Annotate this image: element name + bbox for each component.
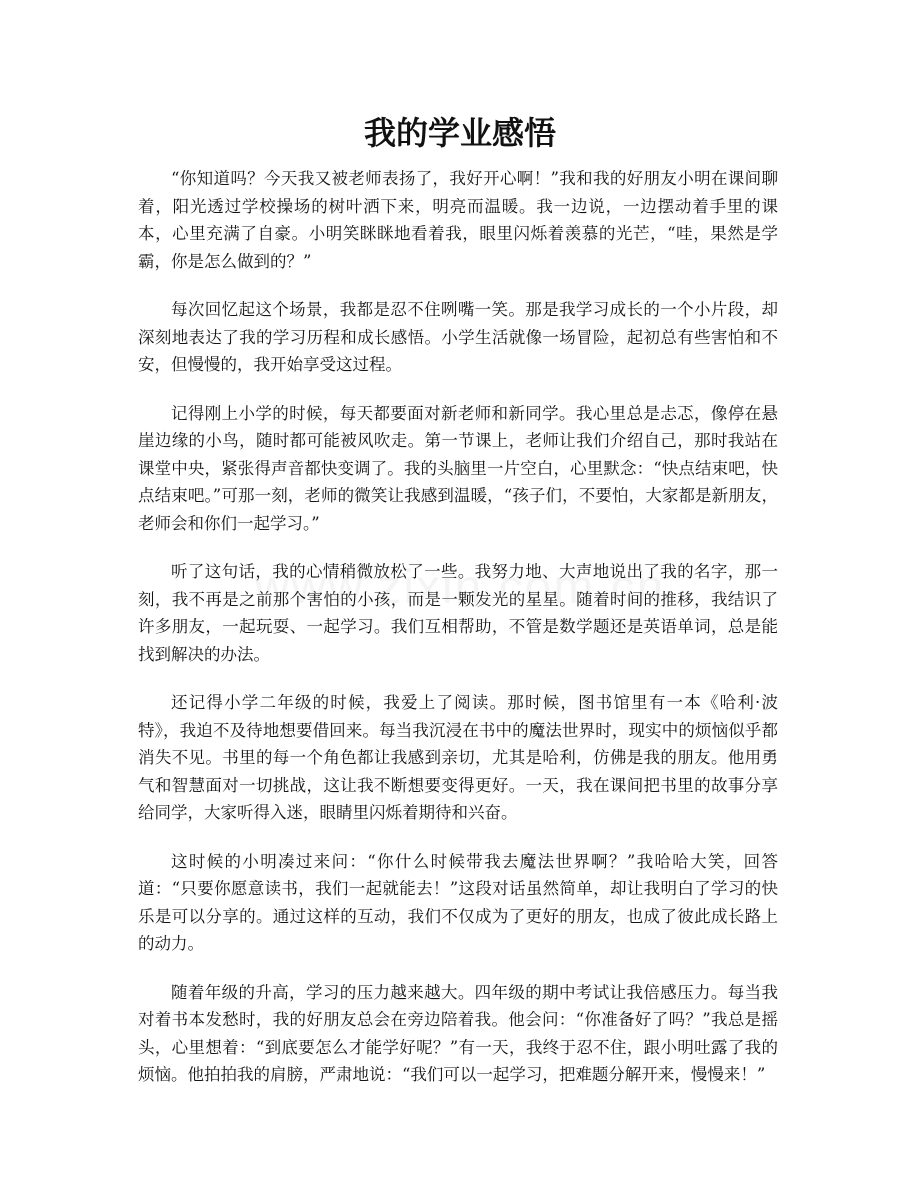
paragraph: “你知道吗？今天我又被老师表扬了，我好开心啊！”我和我的好朋友小明在课间聊着，阳光透过学校操场的树叶洒下来，明亮而温暖。我一边说，一边摆动着手里的课本，心里充满了自豪。小明笑眯眯地看着我，眼里闪烁着羡慕的光芒，“哇，果然是学霸，你是怎么做到的？” — [138, 169, 778, 271]
document-body — [138, 165, 778, 1110]
paragraph: 记得刚上小学的时候，每天都要面对新老师和新同学。我心里总是忐忑，像停在悬崖边缘的小鸟，随时都可能被风吹走。第一节课上，老师让我们介绍自己，那时我站在课堂中央，紧张得声音都快变调了。我的头脑里一片空白，心里默念：“快点结束吧，快点结束吧。”可那一刻，老师的微笑让我感到温暖，“孩子们，不要怕，大家都是新朋友，老师会和你们一起学习。” — [138, 403, 778, 533]
paragraph: 还记得小学二年级的时候，我爱上了阅读。那时候，图书馆里有一本《哈利·波特》，我迫不及待地想要借回来。每当我沉浸在书中的魔法世界时，现实中的烦恼似乎都消失不见。书里的每一个角色都让我感到亲切，尤其是哈利，仿佛是我的朋友。他用勇气和智慧面对一切挑战，这让我不断想要变得更好。一天，我在课间把书里的故事分享给同学，大家听得入迷，眼睛里闪烁着期待和兴奋。 — [138, 693, 778, 822]
paragraph: 每次回忆起这个场景，我都是忍不住咧嘴一笑。那是我学习成长的一个小片段，却深刻地表达了我的学习历程和成长感悟。小学生活就像一场冒险，起初总有些害怕和不安，但慢慢的，我开始享受这过程。 — [138, 300, 778, 374]
paragraph: 听了这句话，我的心情稍微放松了一些。我努力地、大声地说出了我的名字，那一刻，我不再是之前那个害怕的小孩，而是一颗发光的星星。随着时间的推移，我结识了许多朋友，一起玩耍、一起学习。我们互相帮助，不管是数学题还是英语单词，总是能找到解决的办法。 — [138, 562, 778, 664]
paragraph: 随着年级的升高，学习的压力越来越大。四年级的期中考试让我倍感压力。每当我对着书本发愁时，我的好朋友总会在旁边陪着我。他会问：“你准备好了吗？”我总是摇头，心里想着：“到底要怎么才能学好呢？”有一天，我终于忍不住，跟小明吐露了我的烦恼。他拍拍我的肩膀，严肃地说：“我们可以一起学习，把难题分解开来，慢慢来！” — [138, 982, 778, 1084]
paragraph: 这时候的小明凑过来问：“你什么时候带我去魔法世界啊？”我哈哈大笑，回答道：“只要你愿意读书，我们一起就能去！”这段对话虽然简单，却让我明白了学习的快乐是可以分享的。通过这样的互动，我们不仅成为了更好的朋友，也成了彼此成长路上的动力。 — [138, 851, 778, 953]
document-title: 我的学业感悟 — [363, 114, 556, 152]
